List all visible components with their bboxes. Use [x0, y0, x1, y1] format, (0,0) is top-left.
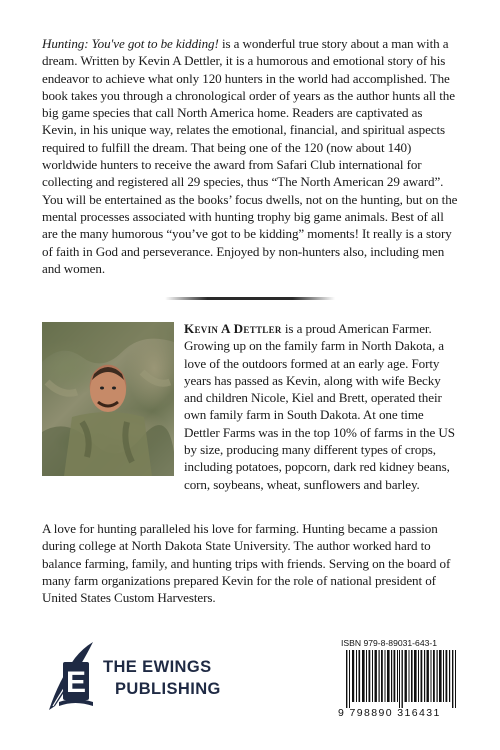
- isbn-barcode: [338, 638, 466, 722]
- publisher-name-line1: THE EWINGS: [103, 658, 212, 676]
- barcode-digits: 9 798890 316431: [338, 707, 441, 719]
- photo-spacer: [42, 320, 184, 480]
- author-name: Kevin A Dettler: [184, 321, 282, 336]
- blurb-text: is a wonderful true story about a man with a dream. Written by Kevin A Dettler, it is a humorous and emotional story of his endeavor to achieve what only 120 hunters in the world had accomplished. The book takes you through a chronological order of years as the author hunts all the big game species that call North America home. Readers are captivated as Kevin, in his unique way, relates the emotional, financial, and spiritual aspects required to fulfill the dream. That being one of the 120 (now about 140) worldwide hunters to receive the award from Safari Club international for collecting and registered all 29 species, thus “The North American 29 award”. You will be entertained as the books’ focus dwells, not on the hunting, but on the mental processes associated with hunting trophy big game animals. Best of all are the many humorous “you’ve got to be kidding” moments! It really is a story of faith in God and perseverance. Enjoyed by non-hunters also, including men and women.: [42, 36, 458, 276]
- isbn-label: ISBN 979-8-89031-643-1: [341, 638, 438, 648]
- quill-book-icon: [45, 640, 97, 712]
- author-bio-text: is a proud American Farmer. Growing up on the family farm in North Dakota, a love of the outdoors formed at an early age. Forty years has passed as Kevin, along with wife Becky and children Nicole, Kiel and Brett, operated their own family farm in South Dakota. At one time Dettler Farms was in the top 10% of farms in the US by size, producing many different types of crops, including potatoes, popcorn, dark red kidney beans, corn, soybeans, wheat, sunflowers and barley.: [184, 321, 455, 492]
- hunting-farming-paragraph: A love for hunting paralleled his love for farming. Hunting became a passion during college at North Dakota State University. The author worked hard to balance farming, family, and hunting trips with friends. Serving on the board of many farm organizations prepared Kevin for the role of national president of United States Custom Harvesters.: [42, 521, 451, 606]
- barcode-icon: [338, 650, 466, 708]
- logo-letter: E: [65, 666, 87, 699]
- back-cover-blurb: [42, 35, 460, 277]
- section-divider: [165, 297, 335, 300]
- publisher-name-line2: PUBLISHING: [115, 680, 221, 698]
- author-bio: [42, 320, 460, 493]
- book-title: Hunting: You've got to be kidding!: [42, 36, 219, 51]
- publisher-logo: [45, 640, 245, 715]
